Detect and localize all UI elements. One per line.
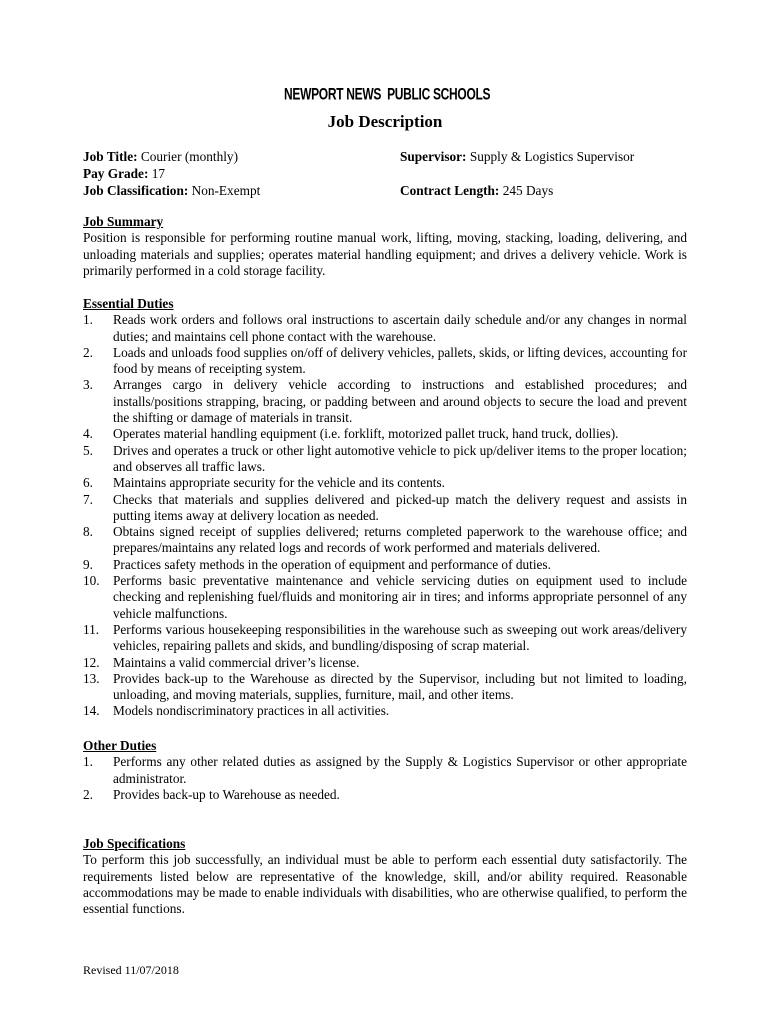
- revised-date: Revised 11/07/2018: [83, 963, 179, 977]
- list-item: 6. Maintains appropriate security for the vehicle and its contents.: [83, 475, 445, 491]
- pay-grade-value: 17: [151, 166, 165, 181]
- job-title-line: Job Title: Courier (monthly): [83, 149, 239, 164]
- list-item: 12. Maintains a valid commercial driver’s license.: [83, 654, 360, 670]
- job-specifications-section: [83, 836, 687, 917]
- district-logo: [284, 74, 491, 114]
- list-item: 1. Reads work orders and follows oral instructions to ascertain daily schedule and/or any changes in normal duties; and maintains cell phone contact with the warehouse.: [83, 312, 687, 344]
- list-item: 3. Arranges cargo in delivery vehicle according to instructions and established procedures; and installs/positions strapping, bracing, or padding between and around objects to secure the load and prevent the shifting or damage of materials in transit.: [83, 377, 687, 426]
- classification-value: Non-Exempt: [191, 183, 261, 198]
- supervisor-value: Supply & Logistics Supervisor: [469, 149, 635, 164]
- pay-grade-label: Pay Grade: [83, 166, 144, 181]
- other-duties-list: [83, 754, 687, 803]
- essential-duties-heading: Essential Duties: [83, 296, 174, 311]
- job-title-value: Courier (monthly): [140, 149, 239, 164]
- job-summary-text: Position is responsible for performing routine manual work, lifting, moving, stacking, loading, delivering, and unloading materials and supplies; operates material handling equipment; and drives a delivery vehicle. Work is primarily performed in a cold storage facility.: [83, 230, 687, 278]
- logo-right-text: PUBLIC SCHOOLS: [387, 84, 491, 104]
- meta-right: [400, 148, 634, 199]
- other-duties-heading: Other Duties: [83, 738, 157, 753]
- list-item: 4. Operates material handling equipment (i.e. forklift, motorized pallet truck, hand truck, dollies).: [83, 426, 619, 442]
- classification-label: Job Classification: [83, 183, 184, 198]
- other-duties-section: [83, 738, 687, 803]
- contract-line: Contract Length: 245 Days: [400, 183, 554, 198]
- list-item: 5. Drives and operates a truck or other light automotive vehicle to pick up/deliver items to the proper location; and observes all traffic laws.: [83, 442, 687, 474]
- list-item: 13. Provides back-up to the Warehouse as directed by the Supervisor, including but not limited to loading, unloading, and moving materials, supplies, furniture, mail, and other items.: [83, 670, 687, 703]
- list-item: 2. Loads and unloads food supplies on/off of delivery vehicles, pallets, skids, or lifting devices, accounting for food by means of receipting system.: [83, 344, 687, 377]
- supervisor-line: [400, 148, 634, 165]
- list-item: 7. Checks that materials and supplies delivered and picked-up match the delivery request and assists in putting items away at delivery location as needed.: [83, 491, 687, 523]
- essential-duties-section: [83, 296, 687, 720]
- job-summary-section: [83, 214, 687, 279]
- pay-grade-line: Pay Grade: 17: [83, 166, 165, 181]
- list-item: 10. Performs basic preventative maintenance and vehicle servicing duties on equipment used to include checking and replenishing fuel/fluids and monitoring air in tires; and informs appropriate personnel of any vehicle malfunctions.: [83, 573, 687, 621]
- list-item: 1. Performs any other related duties as assigned by the Supply & Logistics Supervisor or other appropriate administrator.: [83, 754, 687, 786]
- document-title: Job Description: [327, 112, 443, 131]
- essential-duties-list: [83, 312, 687, 719]
- list-item: 8. Obtains signed receipt of supplies delivered; returns completed paperwork to the warehouse office; and prepares/maintains any related logs and records of work performed and materials delivered.: [83, 524, 687, 556]
- contract-label: Contract Length: [400, 183, 495, 198]
- job-specifications-text: To perform this job successfully, an individual must be able to perform each essential duty satisfactorily. The requirements listed below are representative of the knowledge, skill, and/or ability required. Reasonable accommodations may be made to enable individuals with disabilities, who are otherwise qualified, to perform the essential functions.: [83, 852, 687, 917]
- supervisor-label: Supervisor:: [400, 149, 467, 164]
- list-item: 14. Models nondiscriminatory practices in all activities.: [83, 703, 390, 719]
- list-item: 11. Performs various housekeeping responsibilities in the warehouse such as sweeping out work areas/delivery vehicles, repairing pallets and skids, and bundling/disposing of scrap material.: [83, 621, 687, 654]
- contract-value: 245 Days: [502, 183, 554, 198]
- job-title-label: Job Title: [83, 149, 134, 164]
- classification-line: Job Classification: Non-Exempt: [83, 183, 261, 198]
- list-item: 9. Practices safety methods in the operation of equipment and performance of duties.: [83, 556, 551, 572]
- job-summary-heading: Job Summary: [83, 214, 164, 229]
- meta-left: [83, 148, 260, 199]
- list-item: 2. Provides back-up to Warehouse as needed.: [83, 786, 340, 802]
- job-specifications-heading: Job Specifications: [83, 836, 186, 851]
- logo-left-text: NEWPORT NEWS: [284, 84, 382, 104]
